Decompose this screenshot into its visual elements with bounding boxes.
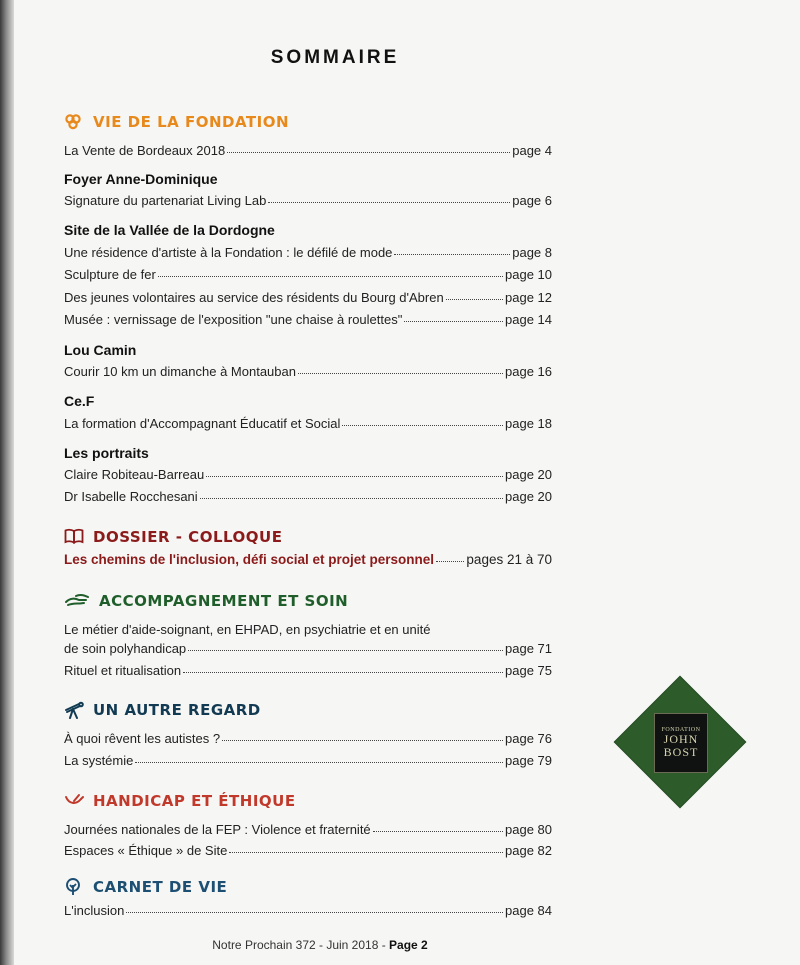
bird-icon [64, 792, 86, 810]
subsection-title: Site de la Vallée de la Dordogne [64, 222, 275, 238]
toc-entry: Courir 10 km un dimanche à Montauban page 16 [64, 364, 552, 379]
caring-hand-icon [64, 592, 92, 610]
section-heading-handicap-et-ethique: HANDICAP ET ÉTHIQUE [64, 792, 296, 810]
subsection-title: Ce.F [64, 393, 95, 409]
section-heading-un-autre-regard: UN AUTRE REGARD [64, 701, 261, 719]
toc-entry: Dr Isabelle Rocchesani page 20 [64, 489, 552, 504]
toc-entry-line1: Le métier d'aide-soignant, en EHPAD, en psychiatrie et en unité [64, 622, 431, 637]
toc-entry: Une résidence d'artiste à la Fondation : le défilé de mode page 8 [64, 245, 552, 260]
toc-entry: La formation d'Accompagnant Éducatif et Social page 18 [64, 416, 552, 431]
section-heading-accompagnement-et-soin: ACCOMPAGNEMENT ET SOIN [64, 592, 348, 610]
open-book-icon [64, 528, 86, 546]
section-heading-dossier-colloque: DOSSIER - COLLOQUE [64, 528, 282, 546]
toc-entry: Des jeunes volontaires au service des résidents du Bourg d'Abren page 12 [64, 290, 552, 305]
toc-entry: Musée : vernissage de l'exposition "une chaise à roulettes" page 14 [64, 312, 552, 327]
toc-entry: Claire Robiteau-Barreau page 20 [64, 467, 552, 482]
toc-entry: de soin polyhandicap page 71 [64, 641, 552, 656]
toc-entry: Espaces « Éthique » de Site page 82 [64, 843, 552, 858]
subsection-title: Lou Camin [64, 342, 137, 358]
logo-wordmark: FONDATION JOHN BOST [654, 713, 708, 773]
toc-entry: Rituel et ritualisation page 75 [64, 663, 552, 678]
toc-entry: La systémie page 79 [64, 753, 552, 768]
subsection-title: Foyer Anne-Dominique [64, 171, 218, 187]
toc-entry: Sculpture de fer page 10 [64, 267, 552, 282]
toc-entry-dossier: Les chemins de l'inclusion, défi social et projet personnel pages 21 à 70 [64, 552, 552, 567]
page-title: SOMMAIRE [270, 47, 400, 68]
toc-entry: À quoi rêvent les autistes ? page 76 [64, 731, 552, 746]
toc-entry: La Vente de Bordeaux 2018 page 4 [64, 143, 552, 158]
telescope-icon [64, 701, 86, 719]
page-footer: Notre Prochain 372 - Juin 2018 - Page 2 [212, 938, 428, 952]
toc-entry: Journées nationales de la FEP : Violence et fraternité page 80 [64, 822, 552, 837]
section-heading-carnet-de-vie: CARNET DE VIE [64, 878, 227, 896]
toc-entry: Signature du partenariat Living Lab page 6 [64, 193, 552, 208]
fondation-john-bost-logo [616, 678, 746, 808]
section-heading-vie-de-la-fondation: VIE DE LA FONDATION [64, 113, 289, 131]
tree-icon [64, 878, 86, 896]
subsection-title: Les portraits [64, 445, 149, 461]
flower-icon [64, 113, 86, 131]
page-number: Page 2 [389, 938, 428, 952]
toc-entry: L'inclusion page 84 [64, 903, 552, 918]
